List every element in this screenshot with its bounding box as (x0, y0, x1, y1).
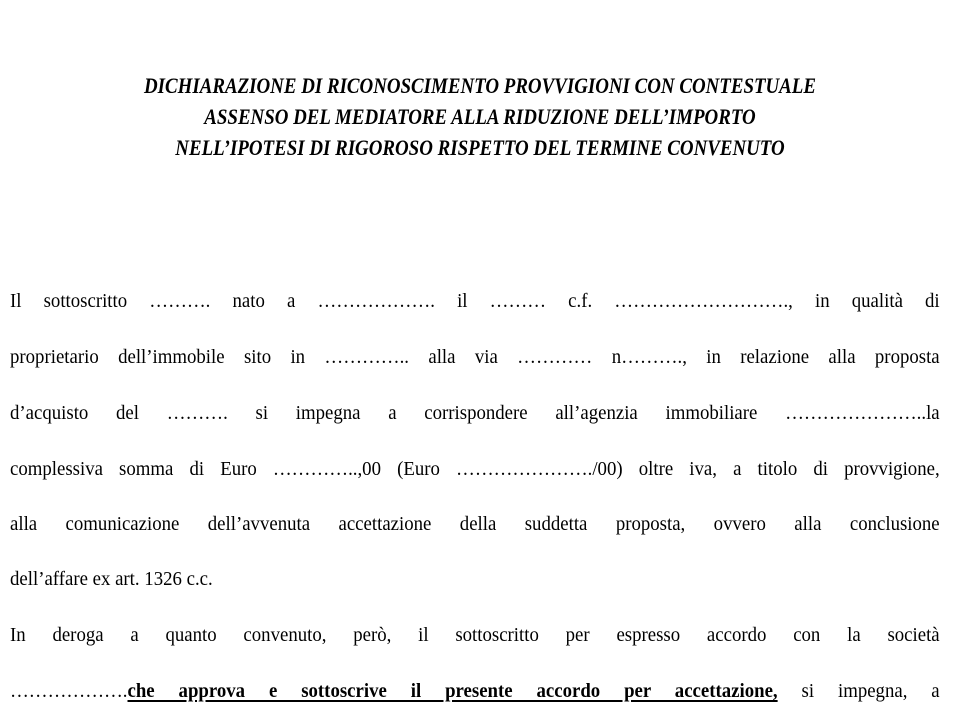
title-line-3: NELL’IPOTESI DI RIGOROSO RISPETTO DEL TERMINE CONVENUTO (175, 135, 785, 160)
body-line-7: In deroga a quanto convenuto, però, il sottoscritto per espresso accordo con la società (10, 624, 940, 646)
body-line-1: Il sottoscritto ………. nato a ………………. il ……… c.f. ………………………., in qualità di (10, 290, 940, 312)
last-line-suffix: si impegna, a (777, 680, 940, 702)
title-line-1: DICHIARAZIONE DI RICONOSCIMENTO PROVVIGIONI CON CONTESTUALE (144, 73, 816, 98)
document-title (67, 70, 893, 163)
last-line-prefix: ………………. (10, 680, 128, 702)
body-line-3: d’acquisto del ………. si impegna a corrispondere all’agenzia immobiliare …………………..la (10, 402, 940, 424)
acceptance-clause: che approva e sottoscrive il presente accordo per accettazione, (127, 680, 778, 702)
body-line-5: alla comunicazione dell’avvenuta accettazione della suddetta proposta, ovvero alla conclusione (10, 513, 940, 535)
body-line-8 (10, 676, 940, 706)
body-line-2: proprietario dell’immobile sito in ………….. alla via ………… n………., in relazione alla proposta (10, 346, 940, 368)
body-line-4: complessiva somma di Euro …………..,00 (Euro …………………./00) oltre iva, a titolo di provvigione, (10, 458, 940, 480)
body-line-6: dell’affare ex art. 1326 c.c. (10, 568, 213, 590)
title-line-2: ASSENSO DEL MEDIATORE ALLA RIDUZIONE DELL’IMPORTO (204, 104, 756, 129)
